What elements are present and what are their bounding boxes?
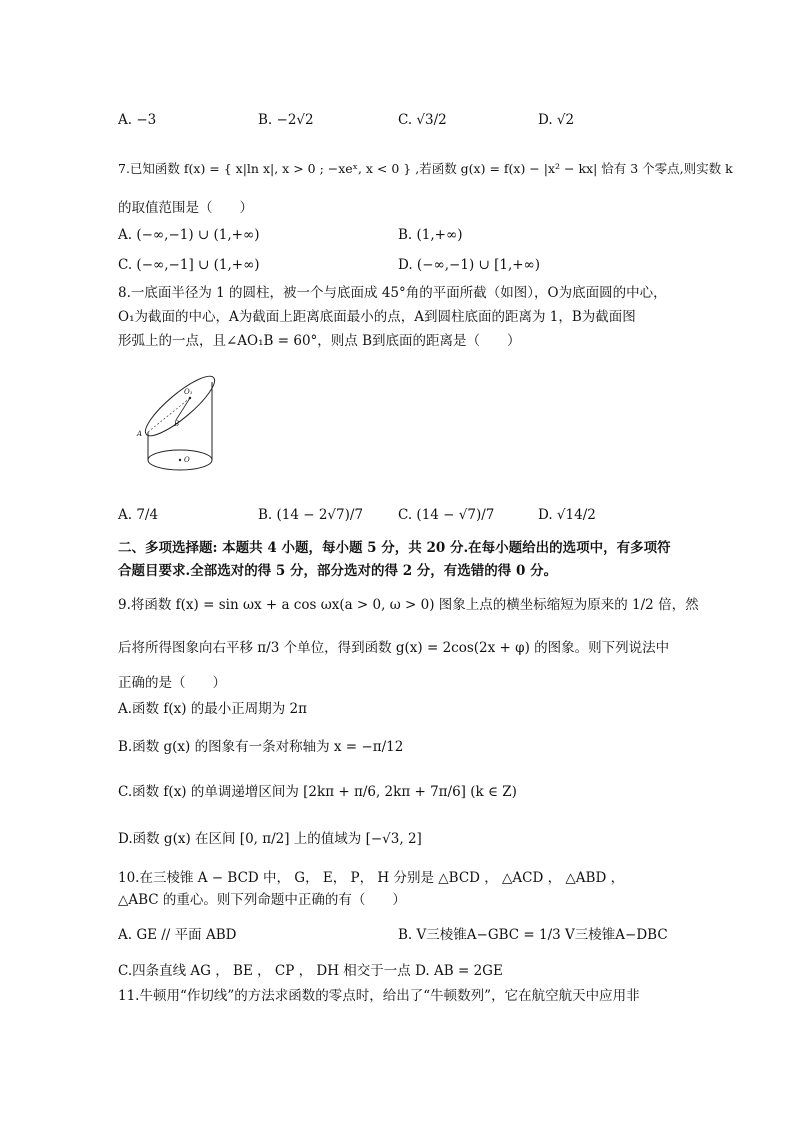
q6-option-b: B. −2√2: [258, 112, 314, 128]
q10-option-b: B. V三棱锥A−GBC = 1/3 V三棱锥A−DBC: [398, 927, 668, 943]
q10-stem-line2: △ABC 的重心。则下列命题中正确的有（ ）: [118, 892, 406, 908]
q8-option-c: C. (14 − √7)/7: [398, 507, 495, 523]
figure-label-o: O: [184, 456, 190, 464]
figure-label-o1: O₁: [184, 388, 193, 396]
q9-option-d: D.函数 g(x) 在区间 [0, π/2] 上的值域为 [−√3, 2]: [118, 831, 422, 847]
q9-stem-line2: 后将所得图象向右平移 π/3 个单位，得到函数 g(x) = 2cos(2x + φ) 的图象。则下列说法中: [118, 640, 670, 656]
q9-option-a: A.函数 f(x) 的最小正周期为 2π: [118, 701, 308, 717]
q6-option-d: D. √2: [538, 112, 575, 128]
section2-heading-line2: 合题目要求.全部选对的得 5 分，部分选对的得 2 分，有选错的得 0 分。: [118, 563, 558, 579]
q7-option-a: A. (−∞,−1) ∪ (1,+∞): [118, 227, 260, 243]
q10-stem-line1: 10.在三棱锥 A − BCD 中， G， E， P， H 分别是 △BCD ， △ACD ， △ABD ，: [118, 870, 625, 886]
q10-option-a: A. GE // 平面 ABD: [118, 927, 237, 943]
q9-option-c: C.函数 f(x) 的单调递增区间为 [2kπ + π/6, 2kπ + 7π/6] (k ∈ Z): [118, 784, 517, 800]
q7-option-c: C. (−∞,−1] ∪ (1,+∞): [118, 257, 260, 273]
q6-option-c: C. √3/2: [398, 112, 447, 128]
q8-stem-line2: O₁为截面的中心，A为截面上距离底面最小的点，A到圆柱底面的距离为 1，B为截面图: [118, 309, 636, 325]
q9-option-b: B.函数 g(x) 的图象有一条对称轴为 x = −π/12: [118, 739, 404, 755]
figure-label-b: B: [174, 420, 180, 428]
q11-stem-line1: 11.牛顿用“作切线”的方法求函数的零点时，给出了“牛顿数列”，它在航空航天中应用非: [118, 988, 640, 1004]
q7-stem-line2: 的取值范围是（ ）: [118, 200, 253, 216]
q9-stem-line3: 正确的是（ ）: [118, 675, 226, 691]
q9-stem-line1: 9.将函数 f(x) = sin ωx + a cos ωx(a > 0, ω > 0) 图象上点的横坐标缩短为原来的 1/2 倍，然: [118, 597, 699, 613]
q8-stem-line3: 形弧上的一点，且∠AO₁B = 60°，则点 B到底面的距离是（ ）: [118, 333, 521, 349]
section2-heading-line1: 二、多项选择题: 本题共 4 小题，每小题 5 分，共 20 分.在每小题给出的选项中，有多项符: [118, 540, 671, 556]
q8-option-b: B. (14 − 2√7)/7: [258, 507, 364, 523]
q8-option-d: D. √14/2: [538, 507, 596, 523]
figure-label-a: A: [137, 430, 143, 438]
q7-option-b: B. (1,+∞): [398, 227, 463, 243]
q8-option-a: A. 7/4: [118, 507, 159, 523]
q8-stem-line1: 8.一底面半径为 1 的圆柱，被一个与底面成 45°角的平面所截（如图），O为底面圆的中心，: [118, 285, 667, 301]
q7-option-d: D. (−∞,−1) ∪ [1,+∞): [398, 257, 541, 273]
q10-option-c-d: C.四条直线 AG ， BE ， CP ， DH 相交于一点 D. AB = 2GE: [118, 963, 503, 979]
q8-cylinder-figure: [132, 360, 232, 490]
q6-option-a: A. −3: [118, 112, 157, 128]
q7-stem-line1: 7.已知函数 f(x) = { x|ln x|, x > 0 ; −xeˣ, x < 0 } ,若函数 g(x) = f(x) − |x² − kx| 恰有 3 个零点,则实数 k: [118, 161, 733, 176]
